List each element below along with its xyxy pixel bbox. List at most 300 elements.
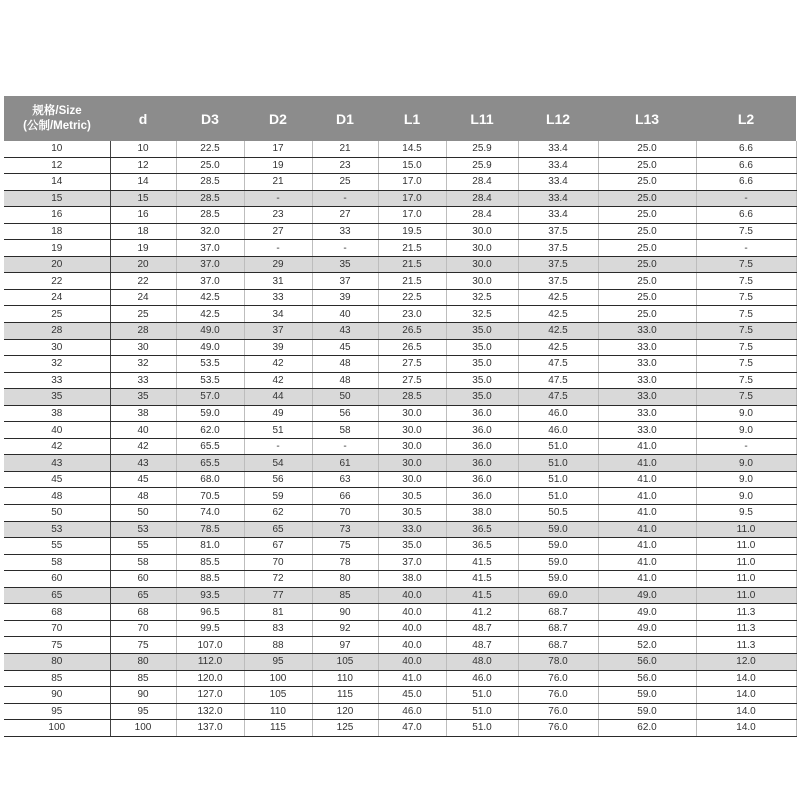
- size-cell: 80: [4, 653, 110, 670]
- size-cell: 85: [4, 670, 110, 687]
- table-cell: 14.0: [696, 703, 796, 720]
- table-cell: 125: [312, 720, 378, 737]
- table-cell: 37.0: [378, 554, 446, 571]
- header-d2: D2: [244, 96, 312, 141]
- table-cell: 33.0: [598, 372, 696, 389]
- table-cell: 76.0: [518, 670, 598, 687]
- table-cell: 55: [110, 538, 176, 555]
- table-row: [4, 207, 796, 224]
- table-cell: 20: [110, 256, 176, 273]
- table-cell: 42.5: [176, 289, 244, 306]
- table-cell: 7.5: [696, 289, 796, 306]
- size-cell: 40: [4, 422, 110, 439]
- table-cell: 26.5: [378, 323, 446, 340]
- table-cell: 23: [244, 207, 312, 224]
- table-cell: 30.0: [446, 223, 518, 240]
- table-cell: 43: [312, 323, 378, 340]
- table-cell: 36.5: [446, 521, 518, 538]
- table-cell: 21: [244, 174, 312, 191]
- table-cell: 66: [312, 488, 378, 505]
- size-cell: 19: [4, 240, 110, 257]
- table-cell: 40.0: [378, 587, 446, 604]
- table-cell: 68.7: [518, 604, 598, 621]
- table-cell: 59.0: [518, 538, 598, 555]
- table-cell: 68.7: [518, 620, 598, 637]
- table-row: [4, 703, 796, 720]
- size-cell: 15: [4, 190, 110, 207]
- header-l13: L13: [598, 96, 696, 141]
- table-cell: 78.0: [518, 653, 598, 670]
- table-cell: 15: [110, 190, 176, 207]
- table-cell: 59.0: [598, 687, 696, 704]
- table-cell: 37.0: [176, 240, 244, 257]
- table-cell: 48.0: [446, 653, 518, 670]
- table-cell: 28.4: [446, 190, 518, 207]
- table-cell: 78.5: [176, 521, 244, 538]
- size-cell: 10: [4, 141, 110, 157]
- table-row: [4, 141, 796, 157]
- table-cell: 92: [312, 620, 378, 637]
- table-cell: 78: [312, 554, 378, 571]
- table-cell: -: [696, 240, 796, 257]
- table-row: [4, 538, 796, 555]
- size-cell: 68: [4, 604, 110, 621]
- table-cell: 11.0: [696, 538, 796, 555]
- size-cell: 43: [4, 455, 110, 472]
- table-cell: 25.0: [598, 207, 696, 224]
- spec-table-container: [4, 96, 796, 737]
- table-cell: 41.0: [598, 571, 696, 588]
- table-cell: 7.5: [696, 356, 796, 373]
- table-cell: 35.0: [446, 339, 518, 356]
- table-cell: 37.0: [176, 256, 244, 273]
- table-cell: 41.5: [446, 587, 518, 604]
- table-cell: 45.0: [378, 687, 446, 704]
- table-cell: 33.0: [598, 339, 696, 356]
- table-cell: 30: [110, 339, 176, 356]
- table-cell: 36.0: [446, 422, 518, 439]
- table-cell: 42.5: [518, 323, 598, 340]
- table-cell: 37.5: [518, 223, 598, 240]
- table-cell: 40: [110, 422, 176, 439]
- table-cell: 28.4: [446, 174, 518, 191]
- table-cell: 115: [312, 687, 378, 704]
- table-cell: 46.0: [446, 670, 518, 687]
- size-cell: 12: [4, 157, 110, 174]
- table-row: [4, 653, 796, 670]
- table-cell: 36.0: [446, 455, 518, 472]
- table-cell: 27.5: [378, 356, 446, 373]
- table-cell: 41.0: [598, 455, 696, 472]
- table-cell: 16: [110, 207, 176, 224]
- table-cell: 36.0: [446, 405, 518, 422]
- table-cell: 120.0: [176, 670, 244, 687]
- table-cell: 25.9: [446, 157, 518, 174]
- table-cell: 36.0: [446, 471, 518, 488]
- table-cell: 38.0: [446, 505, 518, 522]
- table-cell: 33.0: [598, 422, 696, 439]
- table-cell: 50: [312, 389, 378, 406]
- table-cell: 33.0: [598, 389, 696, 406]
- size-cell: 75: [4, 637, 110, 654]
- table-cell: 48: [110, 488, 176, 505]
- table-row: [4, 471, 796, 488]
- table-cell: 48: [312, 356, 378, 373]
- table-row: [4, 273, 796, 290]
- table-cell: 30.0: [378, 422, 446, 439]
- table-cell: 49.0: [176, 323, 244, 340]
- table-cell: 25.0: [598, 273, 696, 290]
- table-cell: 41.0: [598, 471, 696, 488]
- table-cell: 51.0: [518, 471, 598, 488]
- table-cell: 85: [110, 670, 176, 687]
- table-cell: 6.6: [696, 207, 796, 224]
- table-cell: 42: [244, 372, 312, 389]
- table-cell: 33.0: [378, 521, 446, 538]
- table-cell: 97: [312, 637, 378, 654]
- table-cell: 41.2: [446, 604, 518, 621]
- table-cell: 81.0: [176, 538, 244, 555]
- table-row: [4, 190, 796, 207]
- table-cell: 35.0: [378, 538, 446, 555]
- table-cell: 14.0: [696, 687, 796, 704]
- size-cell: 32: [4, 356, 110, 373]
- table-cell: 42.5: [518, 289, 598, 306]
- table-cell: 42: [110, 438, 176, 455]
- header-d3: D3: [176, 96, 244, 141]
- table-row: [4, 687, 796, 704]
- table-cell: 65.5: [176, 438, 244, 455]
- table-cell: 7.5: [696, 323, 796, 340]
- table-cell: 44: [244, 389, 312, 406]
- table-cell: 57.0: [176, 389, 244, 406]
- table-cell: 59.0: [518, 554, 598, 571]
- table-cell: 14: [110, 174, 176, 191]
- table-cell: 25.0: [176, 157, 244, 174]
- table-cell: 25.0: [598, 306, 696, 323]
- table-cell: 32.5: [446, 289, 518, 306]
- table-cell: 72: [244, 571, 312, 588]
- table-cell: 7.5: [696, 339, 796, 356]
- table-cell: 21.5: [378, 256, 446, 273]
- table-cell: 28.5: [176, 207, 244, 224]
- table-cell: 100: [110, 720, 176, 737]
- table-cell: 35: [110, 389, 176, 406]
- table-cell: 48.7: [446, 637, 518, 654]
- table-cell: 30.0: [446, 256, 518, 273]
- table-cell: 25: [110, 306, 176, 323]
- table-cell: 15.0: [378, 157, 446, 174]
- table-cell: 7.5: [696, 306, 796, 323]
- table-cell: 41.0: [598, 505, 696, 522]
- table-row: [4, 670, 796, 687]
- table-cell: 21: [312, 141, 378, 157]
- table-cell: 33: [244, 289, 312, 306]
- table-cell: 80: [312, 571, 378, 588]
- table-cell: 21.5: [378, 273, 446, 290]
- table-cell: 33: [312, 223, 378, 240]
- table-row: [4, 356, 796, 373]
- table-cell: 9.0: [696, 471, 796, 488]
- table-cell: 11.3: [696, 604, 796, 621]
- header-d: d: [110, 96, 176, 141]
- table-cell: 115: [244, 720, 312, 737]
- table-cell: 88.5: [176, 571, 244, 588]
- header-l11: L11: [446, 96, 518, 141]
- table-cell: 22: [110, 273, 176, 290]
- table-cell: 65.5: [176, 455, 244, 472]
- size-cell: 42: [4, 438, 110, 455]
- dimension-table: [4, 96, 797, 737]
- table-row: [4, 339, 796, 356]
- table-cell: 112.0: [176, 653, 244, 670]
- table-cell: 6.6: [696, 174, 796, 191]
- table-cell: 49.0: [176, 339, 244, 356]
- table-cell: 37.5: [518, 273, 598, 290]
- table-cell: 32: [110, 356, 176, 373]
- table-cell: 70: [312, 505, 378, 522]
- table-cell: 35.0: [446, 389, 518, 406]
- table-cell: 9.0: [696, 422, 796, 439]
- table-cell: 25.0: [598, 190, 696, 207]
- table-cell: -: [312, 190, 378, 207]
- table-cell: 59.0: [598, 703, 696, 720]
- header-size-unit: (公制/Metric): [23, 119, 91, 132]
- table-cell: 137.0: [176, 720, 244, 737]
- table-cell: 56: [244, 471, 312, 488]
- table-cell: 7.5: [696, 223, 796, 240]
- table-cell: 27: [244, 223, 312, 240]
- table-cell: 46.0: [518, 405, 598, 422]
- table-cell: 11.0: [696, 571, 796, 588]
- table-cell: 45: [312, 339, 378, 356]
- table-cell: 25.0: [598, 256, 696, 273]
- table-cell: 45: [110, 471, 176, 488]
- table-cell: 58: [312, 422, 378, 439]
- table-cell: 41.0: [598, 488, 696, 505]
- table-cell: 62: [244, 505, 312, 522]
- table-cell: 42: [244, 356, 312, 373]
- table-cell: 35.0: [446, 356, 518, 373]
- table-cell: 59.0: [176, 405, 244, 422]
- table-row: [4, 505, 796, 522]
- table-cell: 51.0: [518, 438, 598, 455]
- table-cell: 42.5: [518, 339, 598, 356]
- table-cell: 105: [244, 687, 312, 704]
- table-header-row: [4, 96, 796, 141]
- table-cell: 17.0: [378, 207, 446, 224]
- table-cell: 33: [110, 372, 176, 389]
- table-cell: 28.5: [378, 389, 446, 406]
- table-row: [4, 422, 796, 439]
- table-cell: 51.0: [446, 687, 518, 704]
- table-cell: 30.0: [446, 240, 518, 257]
- table-cell: 77: [244, 587, 312, 604]
- table-cell: 7.5: [696, 389, 796, 406]
- table-cell: 110: [244, 703, 312, 720]
- table-cell: 33.0: [598, 356, 696, 373]
- size-cell: 18: [4, 223, 110, 240]
- table-cell: 9.0: [696, 405, 796, 422]
- table-row: [4, 571, 796, 588]
- table-cell: 127.0: [176, 687, 244, 704]
- size-cell: 65: [4, 587, 110, 604]
- table-cell: 11.0: [696, 587, 796, 604]
- table-cell: 41.0: [378, 670, 446, 687]
- table-cell: 49: [244, 405, 312, 422]
- table-row: [4, 157, 796, 174]
- table-cell: 88: [244, 637, 312, 654]
- table-cell: 23.0: [378, 306, 446, 323]
- table-cell: 46.0: [378, 703, 446, 720]
- size-cell: 25: [4, 306, 110, 323]
- table-cell: 39: [312, 289, 378, 306]
- table-row: [4, 620, 796, 637]
- table-cell: 46.0: [518, 422, 598, 439]
- table-cell: 62.0: [598, 720, 696, 737]
- table-cell: 30.0: [378, 438, 446, 455]
- table-cell: 85: [312, 587, 378, 604]
- table-cell: 100: [244, 670, 312, 687]
- table-cell: 40.0: [378, 653, 446, 670]
- table-cell: 59.0: [518, 571, 598, 588]
- table-cell: 47.5: [518, 356, 598, 373]
- size-cell: 30: [4, 339, 110, 356]
- table-cell: 7.5: [696, 273, 796, 290]
- table-cell: 33.0: [598, 405, 696, 422]
- table-cell: 65: [110, 587, 176, 604]
- table-cell: 40.0: [378, 604, 446, 621]
- table-row: [4, 587, 796, 604]
- table-cell: 24: [110, 289, 176, 306]
- table-cell: 28.5: [176, 174, 244, 191]
- table-cell: 48.7: [446, 620, 518, 637]
- table-row: [4, 240, 796, 257]
- table-cell: 33.4: [518, 157, 598, 174]
- table-cell: 54: [244, 455, 312, 472]
- table-cell: 56.0: [598, 670, 696, 687]
- table-cell: 32.5: [446, 306, 518, 323]
- table-cell: 40: [312, 306, 378, 323]
- table-cell: 35: [312, 256, 378, 273]
- table-cell: 18: [110, 223, 176, 240]
- table-cell: 11.3: [696, 620, 796, 637]
- size-cell: 100: [4, 720, 110, 737]
- table-cell: 76.0: [518, 703, 598, 720]
- table-cell: 51.0: [518, 455, 598, 472]
- table-cell: -: [312, 240, 378, 257]
- table-cell: 41.0: [598, 438, 696, 455]
- table-cell: 58: [110, 554, 176, 571]
- table-cell: 10: [110, 141, 176, 157]
- table-cell: 25.0: [598, 157, 696, 174]
- size-cell: 33: [4, 372, 110, 389]
- table-cell: 85.5: [176, 554, 244, 571]
- size-cell: 16: [4, 207, 110, 224]
- table-cell: 41.0: [598, 538, 696, 555]
- size-cell: 45: [4, 471, 110, 488]
- table-cell: 51.0: [446, 720, 518, 737]
- table-cell: 51: [244, 422, 312, 439]
- table-cell: 120: [312, 703, 378, 720]
- table-cell: 22.5: [378, 289, 446, 306]
- table-cell: 25.0: [598, 174, 696, 191]
- table-cell: -: [696, 438, 796, 455]
- table-cell: 35.0: [446, 372, 518, 389]
- table-cell: 7.5: [696, 372, 796, 389]
- table-cell: 28: [110, 323, 176, 340]
- table-cell: 83: [244, 620, 312, 637]
- table-cell: 30.0: [378, 455, 446, 472]
- size-cell: 95: [4, 703, 110, 720]
- table-cell: 48: [312, 372, 378, 389]
- table-cell: 25.0: [598, 223, 696, 240]
- table-cell: 110: [312, 670, 378, 687]
- table-row: [4, 720, 796, 737]
- table-row: [4, 289, 796, 306]
- table-row: [4, 306, 796, 323]
- table-cell: 9.0: [696, 488, 796, 505]
- header-size: [4, 96, 110, 141]
- table-cell: 36.5: [446, 538, 518, 555]
- table-row: [4, 521, 796, 538]
- table-cell: 50.5: [518, 505, 598, 522]
- table-cell: 70: [110, 620, 176, 637]
- table-cell: 75: [312, 538, 378, 555]
- table-cell: 37: [312, 273, 378, 290]
- table-cell: 81: [244, 604, 312, 621]
- table-cell: 69.0: [518, 587, 598, 604]
- table-cell: 12.0: [696, 653, 796, 670]
- table-cell: 37.5: [518, 256, 598, 273]
- header-size-label: 规格/Size: [32, 104, 82, 117]
- table-cell: 33.4: [518, 174, 598, 191]
- table-cell: 32.0: [176, 223, 244, 240]
- table-cell: 90: [110, 687, 176, 704]
- table-cell: 41.0: [598, 521, 696, 538]
- table-cell: 53.5: [176, 356, 244, 373]
- header-l12: L12: [518, 96, 598, 141]
- table-cell: 40.0: [378, 620, 446, 637]
- table-cell: 37.0: [176, 273, 244, 290]
- table-cell: 76.0: [518, 720, 598, 737]
- table-cell: 75: [110, 637, 176, 654]
- table-cell: 59: [244, 488, 312, 505]
- table-cell: 25.0: [598, 240, 696, 257]
- table-row: [4, 405, 796, 422]
- table-cell: 11.3: [696, 637, 796, 654]
- table-cell: 56.0: [598, 653, 696, 670]
- table-cell: 29: [244, 256, 312, 273]
- table-cell: 30.0: [378, 405, 446, 422]
- table-cell: 33.4: [518, 190, 598, 207]
- table-cell: 17.0: [378, 190, 446, 207]
- table-cell: 47.5: [518, 372, 598, 389]
- table-cell: -: [244, 190, 312, 207]
- table-row: [4, 174, 796, 191]
- table-cell: 42.5: [176, 306, 244, 323]
- table-cell: 38: [110, 405, 176, 422]
- table-cell: 17: [244, 141, 312, 157]
- table-cell: -: [312, 438, 378, 455]
- table-cell: 31: [244, 273, 312, 290]
- table-cell: 11.0: [696, 554, 796, 571]
- table-row: [4, 256, 796, 273]
- table-cell: 59.0: [518, 521, 598, 538]
- table-cell: 17.0: [378, 174, 446, 191]
- size-cell: 20: [4, 256, 110, 273]
- table-cell: 26.5: [378, 339, 446, 356]
